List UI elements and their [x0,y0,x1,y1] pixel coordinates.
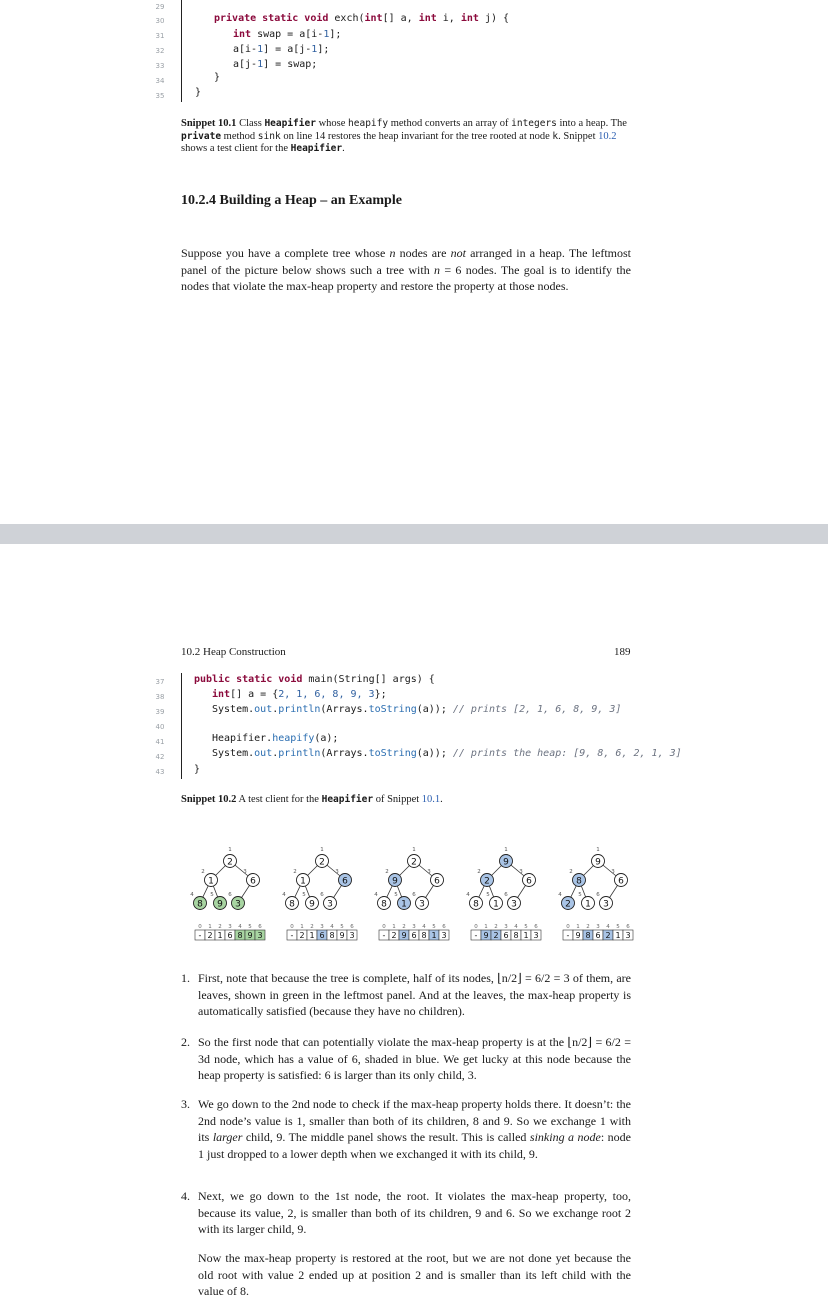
snippet-10-1-link[interactable]: 10.1 [421,794,441,805]
node-index: 2 [477,869,481,875]
code-line-close-method: } [214,72,221,83]
array-index: 1 [484,924,488,930]
array-index: 1 [300,924,304,930]
array-value: 2 [493,931,499,941]
array-index: 2 [218,924,222,930]
array-value: 9 [483,931,489,941]
array-value: 9 [247,931,253,941]
tree-node-value: 8 [576,876,582,887]
array-index: 1 [392,924,396,930]
tree-node-value: 8 [197,899,203,910]
tree-node-value: 9 [392,876,398,887]
code-line-assign-2: a[j-1] = swap; [233,59,318,70]
array-index: 4 [514,924,518,930]
array-index: 0 [382,924,386,930]
node-index: 5 [394,892,398,898]
tree-node-value: 2 [319,857,325,868]
code-gutter-line [181,0,182,102]
array-index: 3 [504,924,508,930]
code-line-swap: int swap = a[i-1]; [233,29,342,40]
array-index: 0 [290,924,294,930]
node-index: 4 [466,892,470,898]
node-index: 5 [210,892,214,898]
code-line-assign-1: a[i-1] = a[j-1]; [233,44,330,55]
code-line-print-2: System.out.println(Arrays.toString(a)); // prints the heap: [9, 8, 6, 2, 1, 3] [212,748,682,759]
code-line-heapify: Heapifier.heapify(a); [212,733,339,744]
line-number: 32 [155,47,165,55]
array-index: 2 [494,924,498,930]
tree-node-value: 9 [217,899,223,910]
node-index: 6 [228,892,232,898]
node-index: 3 [243,869,247,875]
array-value: 6 [595,931,601,941]
array-index: 5 [340,924,344,930]
array-index: 5 [616,924,620,930]
tree-node-value: 9 [309,899,315,910]
tree-node-value: 9 [503,857,509,868]
array-value: 1 [309,931,315,941]
code-line-exch: private static void exch(int[] a, int i, int j) { [214,13,510,24]
node-index: 6 [504,892,508,898]
array-value: 2 [207,931,213,941]
code-line-close: } [194,764,201,775]
array-value: 3 [349,931,355,941]
line-number: 38 [155,693,165,701]
array-index: 4 [422,924,426,930]
array-value: 6 [411,931,417,941]
tree-node-value: 6 [342,876,348,887]
array-index: 3 [412,924,416,930]
array-value: - [566,931,570,941]
node-index: 2 [569,869,573,875]
node-index: 6 [412,892,416,898]
array-value: 3 [257,931,263,941]
line-number: 35 [155,92,165,100]
array-value: 8 [329,931,335,941]
tree-node-value: 2 [484,876,490,887]
array-index: 6 [442,924,446,930]
array-value: 9 [339,931,345,941]
node-index: 1 [504,847,508,853]
node-index: 1 [596,847,600,853]
array-index: 5 [524,924,528,930]
array-index: 6 [350,924,354,930]
array-value: 3 [625,931,631,941]
line-number: 37 [155,678,165,686]
array-value: - [198,931,202,941]
line-number: 30 [155,17,165,25]
final-paragraph: Now the max-heap property is restored at the root, but we are not done yet because the old root with value 2 ended up at position 2 and is smaller than its left child with the value of 8. [198,1251,631,1298]
array-index: 0 [566,924,570,930]
line-number: 39 [155,708,165,716]
array-value: 1 [615,931,621,941]
section-heading: 10.2.4 Building a Heap – an Example [181,193,402,208]
line-number: 42 [155,753,165,761]
node-index: 3 [335,869,339,875]
tree-node-value: 6 [434,876,440,887]
list-item: 2. So the first node that can potentially violate the max-heap property is at the ⌊n/2⌋ = 6/2 = 3d node, which has a value of 6, shaded in blue. We get lucky at this node because the heap property is satisfied: 6 is larger than its only child, 3. [181,1035,631,1082]
node-index: 1 [228,847,232,853]
tree-node-value: 1 [493,899,499,910]
array-index: 4 [330,924,334,930]
code-line-close-class: } [195,87,202,98]
tree-node-value: 3 [511,899,517,910]
node-index: 5 [302,892,306,898]
array-index: 6 [258,924,262,930]
tree-node-value: 3 [419,899,425,910]
array-index: 3 [228,924,232,930]
node-index: 3 [611,869,615,875]
list-item: 4. Next, we go down to the 1st node, the root. It violates the max-heap property, too, because its value, 2, is smaller than both of its children, 9 and 6. So we exchange root 2 with its larger child, 9. [181,1189,631,1236]
array-index: 1 [208,924,212,930]
node-index: 1 [320,847,324,853]
node-index: 5 [578,892,582,898]
node-index: 3 [519,869,523,875]
tree-node-value: 6 [250,876,256,887]
tree-node-value: 3 [327,899,333,910]
array-index: 2 [586,924,590,930]
tree-node-value: 6 [618,876,624,887]
node-index: 2 [293,869,297,875]
array-value: 6 [319,931,325,941]
line-number: 43 [155,768,165,776]
tree-node-value: 1 [300,876,306,887]
tree-node-value: 3 [603,899,609,910]
line-number: 31 [155,32,165,40]
line-number: 29 [155,3,165,11]
tree-node-value: 8 [381,899,387,910]
array-index: 0 [198,924,202,930]
page-separator [0,524,828,544]
node-index: 4 [558,892,562,898]
tree-node-value: 1 [585,899,591,910]
array-value: 2 [299,931,305,941]
node-index: 5 [486,892,490,898]
node-index: 2 [385,869,389,875]
tree-node-value: 1 [401,899,407,910]
line-number: 40 [155,723,165,731]
code-line-main: public static void main(String[] args) { [194,674,435,685]
code-line-print-1: System.out.println(Arrays.toString(a)); // prints [2, 1, 6, 8, 9, 3] [212,704,622,715]
snippet-10-2-link[interactable]: 10.2 [598,130,617,142]
array-index: 0 [474,924,478,930]
array-value: 2 [391,931,397,941]
array-value: - [290,931,294,941]
node-index: 6 [596,892,600,898]
line-number: 41 [155,738,165,746]
code-gutter-line [181,673,182,779]
array-value: 3 [533,931,539,941]
array-value: 1 [217,931,223,941]
array-value: 9 [575,931,581,941]
array-value: - [474,931,478,941]
node-index: 6 [320,892,324,898]
node-index: 4 [190,892,194,898]
array-index: 6 [626,924,630,930]
array-value: 6 [503,931,509,941]
array-index: 3 [596,924,600,930]
tree-node-value: 3 [235,899,241,910]
array-value: 1 [523,931,529,941]
snippet-10-2-caption: Snippet 10.2 A test client for the Heapifier of Snippet 10.1. [181,794,443,805]
tree-node-value: 9 [595,857,601,868]
tree-node-value: 8 [473,899,479,910]
tree-node-value: 2 [565,899,571,910]
array-index: 5 [432,924,436,930]
tree-node-value: 2 [227,857,233,868]
heap-construction-figure [185,840,645,945]
node-index: 1 [412,847,416,853]
array-index: 6 [534,924,538,930]
array-index: 4 [606,924,610,930]
node-index: 2 [201,869,205,875]
list-item: 1. First, note that because the tree is complete, half of its nodes, ⌊n/2⌋ = 6/2 = 3 of them, are leaves, shown in green in the leftmost panel. And at the leaves, the max-heap property is automatically satisfied (because they have no children). [181,971,631,1018]
node-index: 3 [427,869,431,875]
tree-node-value: 2 [411,857,417,868]
array-index: 3 [320,924,324,930]
array-index: 2 [310,924,314,930]
array-value: 6 [227,931,233,941]
array-value: 8 [421,931,427,941]
intro-paragraph: Suppose you have a complete tree whose n nodes are not arranged in a heap. The leftmost panel of the picture below shows such a tree with n = 6 nodes. The goal is to identify the nodes that violate the max-heap property and restore the property at those nodes. [181,246,631,293]
code-line-array: int[] a = {2, 1, 6, 8, 9, 3}; [212,689,387,700]
array-value: 8 [513,931,519,941]
line-number: 33 [155,62,165,70]
array-value: 3 [441,931,447,941]
snippet-10-1-caption: Snippet 10.1 Class Heapifier whose heapify method converts an array of integers into a heap. The private method sink on line 14 restores the heap invariant for the tree rooted at node k. Snippet 10.2 shows a test client for the Heapifier. [181,118,627,154]
page-number: 189 [614,646,631,658]
array-value: 1 [431,931,437,941]
line-number: 34 [155,77,165,85]
tree-node-value: 6 [526,876,532,887]
tree-node-value: 1 [208,876,214,887]
node-index: 4 [282,892,286,898]
array-value: 9 [401,931,407,941]
array-value: - [382,931,386,941]
running-header: 10.2 Heap Construction [181,646,286,658]
array-value: 8 [237,931,243,941]
array-index: 5 [248,924,252,930]
array-index: 2 [402,924,406,930]
array-index: 1 [576,924,580,930]
node-index: 4 [374,892,378,898]
array-value: 2 [605,931,611,941]
list-item: 3. We go down to the 2nd node to check if the max-heap property holds there. It doesn’t: the 2nd node’s value is 1, smaller than both of its children, 8 and 9. So we exchange 1 with its larger child, 9. The middle panel shows the result. This is called sinking a node: node 1 just dropped to a lower depth when we exchanged it with its child, 9. [181,1097,631,1161]
tree-node-value: 8 [289,899,295,910]
array-value: 8 [585,931,591,941]
array-index: 4 [238,924,242,930]
